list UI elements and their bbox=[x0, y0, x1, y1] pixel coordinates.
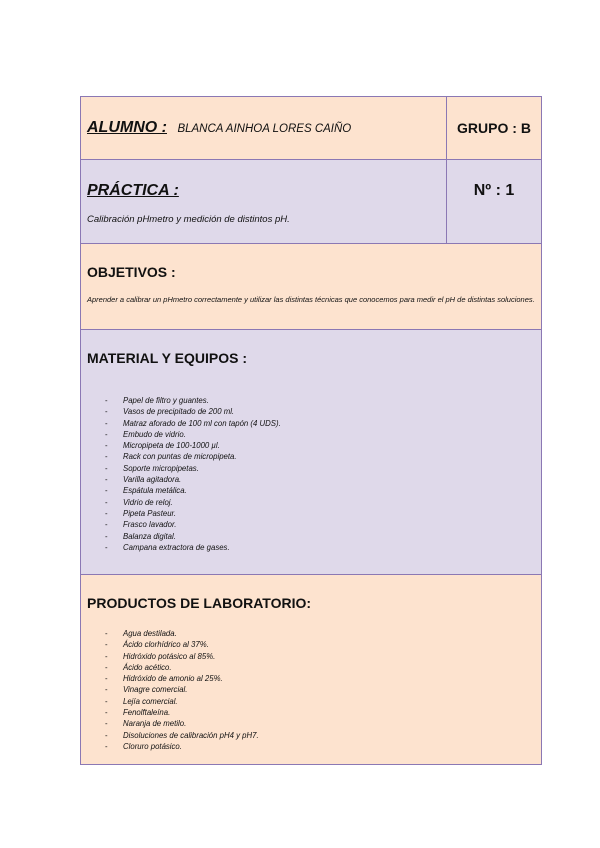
student-name: BLANCA AINHOA LORES CAIÑO bbox=[177, 123, 352, 135]
list-item: - Soporte micropipetas. bbox=[105, 463, 535, 474]
products-title: PRODUCTOS DE LABORATORIO: bbox=[87, 595, 312, 611]
practice-cell bbox=[81, 160, 447, 243]
list-item: - Lejía comercial. bbox=[105, 696, 535, 707]
objectives-section bbox=[81, 244, 541, 330]
list-item: - Micropipeta de 100-1000 µl. bbox=[105, 440, 535, 451]
list-item: - Embudo de vidrio. bbox=[105, 429, 535, 440]
practice-number-cell bbox=[447, 160, 541, 243]
materials-title: MATERIAL Y EQUIPOS : bbox=[87, 350, 247, 366]
practice-description: Calibración pHmetro y medición de distintos pH. bbox=[87, 214, 290, 225]
student-cell bbox=[81, 97, 447, 159]
group-label: GRUPO : B bbox=[457, 120, 531, 136]
products-list bbox=[87, 628, 535, 752]
list-item: - Hidróxido potásico al 85%. bbox=[105, 651, 535, 662]
list-item: - Espátula metálica. bbox=[105, 485, 535, 496]
list-item: - Vidrio de reloj. bbox=[105, 497, 535, 508]
materials-section bbox=[81, 330, 541, 575]
list-item: - Cloruro potásico. bbox=[105, 741, 535, 752]
practice-number: Nº : 1 bbox=[473, 182, 515, 199]
list-item: - Disoluciones de calibración pH4 y pH7. bbox=[105, 730, 535, 741]
list-item: - Campana extractora de gases. bbox=[105, 542, 535, 553]
list-item: - Ácido clorhídrico al 37%. bbox=[105, 639, 535, 650]
list-item: - Fenolftaleína. bbox=[105, 707, 535, 718]
list-item: - Pipeta Pasteur. bbox=[105, 508, 535, 519]
list-item: - Naranja de metilo. bbox=[105, 718, 535, 729]
products-section bbox=[81, 575, 541, 764]
list-item: - Papel de filtro y guantes. bbox=[105, 395, 535, 406]
materials-list bbox=[87, 395, 535, 553]
practice-label: PRÁCTICA : bbox=[87, 182, 179, 199]
list-item: - Agua destilada. bbox=[105, 628, 535, 639]
list-item: - Balanza digital. bbox=[105, 531, 535, 542]
practice-row bbox=[81, 160, 541, 244]
list-item: - Frasco lavador. bbox=[105, 519, 535, 530]
list-item: - Matraz aforado de 100 ml con tapón (4 UDS). bbox=[105, 418, 535, 429]
list-item: - Rack con puntas de micropipeta. bbox=[105, 451, 535, 462]
list-item: - Varilla agitadora. bbox=[105, 474, 535, 485]
objectives-title: OBJETIVOS : bbox=[87, 264, 176, 280]
student-label: ALUMNO : bbox=[87, 119, 167, 136]
list-item: - Hidróxido de amonio al 25%. bbox=[105, 673, 535, 684]
lab-report-sheet bbox=[80, 96, 542, 765]
list-item: - Vinagre comercial. bbox=[105, 684, 535, 695]
list-item: - Ácido acético. bbox=[105, 662, 535, 673]
list-item: - Vasos de precipitado de 200 ml. bbox=[105, 406, 535, 417]
student-row bbox=[81, 97, 541, 160]
group-cell bbox=[447, 97, 541, 159]
objectives-text: Aprender a calibrar un pHmetro correctamente y utilizar las distintas técnicas que conocemos para medir el pH de distintas soluciones. bbox=[87, 295, 535, 304]
